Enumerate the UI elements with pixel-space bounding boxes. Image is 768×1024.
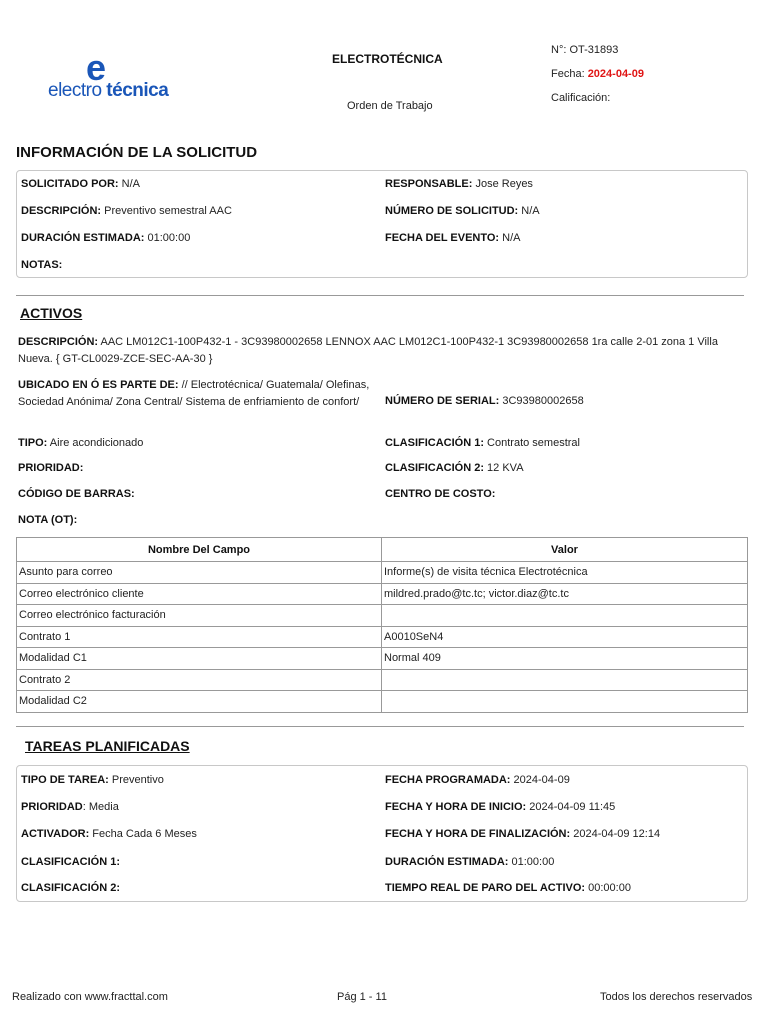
field-label: NOTA (OT): xyxy=(18,514,78,526)
field-value: 01:00:00 xyxy=(508,856,555,868)
field-value: N/A xyxy=(118,178,140,190)
order-rating: Calificación: xyxy=(551,92,611,104)
field-label: SOLICITADO POR: xyxy=(21,178,119,190)
footer-rights: Todos los derechos reservados xyxy=(600,991,753,1003)
field-tarea-prioridad xyxy=(21,801,119,813)
table-row xyxy=(17,583,748,605)
logo-mark: e xyxy=(86,47,107,88)
table-row xyxy=(17,691,748,713)
company-logo xyxy=(48,47,169,106)
field-numero-solicitud xyxy=(385,205,540,217)
field-label: PRIORIDAD: xyxy=(18,462,84,474)
field-value: N/A xyxy=(518,205,540,217)
cell-campo: Modalidad C1 xyxy=(17,648,382,670)
order-meta xyxy=(551,38,644,110)
field-label: CLASIFICACIÓN 2: xyxy=(21,882,120,894)
table-row xyxy=(17,605,748,627)
field-value: AAC LM012C1-100P432-1 - 3C93980002658 LENNOX AAC LM012C1-100P432-1 3C93980002658 1ra calle 2-01 zona 1 Villa Nueva. { GT-CL0029-ZCE-SEC-AA-30 } xyxy=(18,336,718,365)
section-title-solicitud: INFORMACIÓN DE LA SOLICITUD xyxy=(16,144,258,161)
field-value: Contrato semestral xyxy=(484,437,580,449)
custom-fields-table xyxy=(16,537,748,713)
field-value: Preventivo semestral AAC xyxy=(101,205,232,217)
field-inicio xyxy=(385,801,615,813)
field-notas xyxy=(21,259,62,271)
field-label: NÚMERO DE SERIAL: xyxy=(385,395,500,407)
field-codigo-barras xyxy=(18,488,135,500)
cell-valor: Informe(s) de visita técnica Electrotécnica xyxy=(382,562,748,584)
field-label: TIEMPO REAL DE PARO DEL ACTIVO: xyxy=(385,882,586,894)
divider xyxy=(16,726,744,727)
field-fecha-evento xyxy=(385,232,521,244)
field-label: CLASIFICACIÓN 1: xyxy=(21,856,120,868)
field-clasificacion-1 xyxy=(385,437,580,449)
order-number-label: N°: xyxy=(551,44,570,56)
field-value: 2024-04-09 xyxy=(510,774,570,786)
cell-campo: Contrato 2 xyxy=(17,669,382,691)
field-label: FECHA PROGRAMADA: xyxy=(385,774,511,786)
field-label: TIPO DE TAREA: xyxy=(21,774,109,786)
field-value: 12 KVA xyxy=(484,462,524,474)
cell-valor: mildred.prado@tc.tc; victor.diaz@tc.tc xyxy=(382,583,748,605)
order-number-value: OT-31893 xyxy=(569,44,619,56)
cell-valor: Normal 409 xyxy=(382,648,748,670)
field-value: // Electrotécnica/ Guatemala/ Olefinas, Sociedad Anónima/ Zona Central/ Sistema de enfriamiento de confort/ xyxy=(18,379,370,408)
field-prioridad xyxy=(18,462,83,474)
field-label: DURACIÓN ESTIMADA: xyxy=(385,856,509,868)
cell-campo: Modalidad C2 xyxy=(17,691,382,713)
column-header-valor: Valor xyxy=(382,538,748,562)
field-label: UBICADO EN Ó ES PARTE DE: xyxy=(18,379,179,391)
field-label: DURACIÓN ESTIMADA: xyxy=(21,232,145,244)
field-label: RESPONSABLE: xyxy=(385,178,473,190)
field-responsable xyxy=(385,178,533,190)
table-header-row xyxy=(17,538,748,562)
field-value: Aire acondicionado xyxy=(47,437,144,449)
field-activo-descripcion xyxy=(18,334,746,368)
field-tipo-tarea xyxy=(21,774,164,786)
order-date xyxy=(551,62,644,86)
field-label: NOTAS: xyxy=(21,259,63,271)
cell-campo: Correo electrónico cliente xyxy=(17,583,382,605)
field-label: DESCRIPCIÓN: xyxy=(18,336,99,348)
table-row xyxy=(17,626,748,648)
cell-campo: Correo electrónico facturación xyxy=(17,605,382,627)
field-label: ACTIVADOR: xyxy=(21,828,90,840)
field-value: Preventivo xyxy=(108,774,164,786)
field-nota-ot xyxy=(18,514,77,526)
field-centro-costo xyxy=(385,488,495,500)
footer-credit: Realizado con www.fracttal.com xyxy=(12,991,168,1003)
field-label: DESCRIPCIÓN: xyxy=(21,205,102,217)
company-name: ELECTROTÉCNICA xyxy=(332,52,443,66)
cell-valor xyxy=(382,605,748,627)
field-value: 01:00:00 xyxy=(144,232,191,244)
logo-text xyxy=(48,80,168,102)
divider xyxy=(16,295,744,296)
cell-valor: A0010SeN4 xyxy=(382,626,748,648)
field-label: FECHA Y HORA DE FINALIZACIÓN: xyxy=(385,828,571,840)
cell-campo: Contrato 1 xyxy=(17,626,382,648)
field-label: FECHA Y HORA DE INICIO: xyxy=(385,801,527,813)
field-clasificacion-2 xyxy=(385,462,524,474)
field-descripcion xyxy=(21,205,232,217)
field-label: TIPO: xyxy=(18,437,48,449)
column-header-campo: Nombre Del Campo xyxy=(17,538,382,562)
field-tipo xyxy=(18,437,143,449)
field-value: 2024-04-09 12:14 xyxy=(570,828,661,840)
field-label: FECHA DEL EVENTO: xyxy=(385,232,500,244)
order-date-value: 2024-04-09 xyxy=(587,68,644,80)
field-value: 00:00:00 xyxy=(585,882,631,894)
field-value: : Media xyxy=(82,801,119,813)
order-date-label: Fecha: xyxy=(551,68,588,80)
field-finalizacion xyxy=(385,828,660,840)
table-row xyxy=(17,562,748,584)
field-value: N/A xyxy=(499,232,521,244)
logo-text-a: electro xyxy=(48,80,102,101)
section-title-activos: ACTIVOS xyxy=(20,305,83,321)
field-fecha-programada xyxy=(385,774,570,786)
field-value: 2024-04-09 11:45 xyxy=(526,801,616,813)
field-tarea-clasificacion-1 xyxy=(21,856,120,868)
cell-valor xyxy=(382,669,748,691)
logo-text-b: técnica xyxy=(101,80,169,101)
field-tiempo-paro xyxy=(385,882,631,894)
order-number xyxy=(551,38,644,62)
field-label: PRIORIDAD xyxy=(21,801,83,813)
field-tarea-duracion xyxy=(385,856,554,868)
field-duracion xyxy=(21,232,190,244)
table-row xyxy=(17,648,748,670)
field-value: 3C93980002658 xyxy=(499,395,584,407)
cell-valor xyxy=(382,691,748,713)
field-tarea-clasificacion-2 xyxy=(21,882,120,894)
table-row xyxy=(17,669,748,691)
field-label: CLASIFICACIÓN 2: xyxy=(385,462,484,474)
field-value: Jose Reyes xyxy=(472,178,533,190)
field-label: CÓDIGO DE BARRAS: xyxy=(18,488,135,500)
field-activador xyxy=(21,828,197,840)
field-serial xyxy=(385,395,584,407)
footer-page-number: Pág 1 - 11 xyxy=(337,991,387,1003)
field-ubicado xyxy=(18,377,382,411)
field-value: Fecha Cada 6 Meses xyxy=(89,828,197,840)
document-type: Orden de Trabajo xyxy=(347,100,433,112)
field-label: NÚMERO DE SOLICITUD: xyxy=(385,205,519,217)
field-label: CENTRO DE COSTO: xyxy=(385,488,496,500)
field-label: CLASIFICACIÓN 1: xyxy=(385,437,484,449)
cell-campo: Asunto para correo xyxy=(17,562,382,584)
section-title-tareas: TAREAS PLANIFICADAS xyxy=(25,738,190,754)
field-solicitado xyxy=(21,178,140,190)
